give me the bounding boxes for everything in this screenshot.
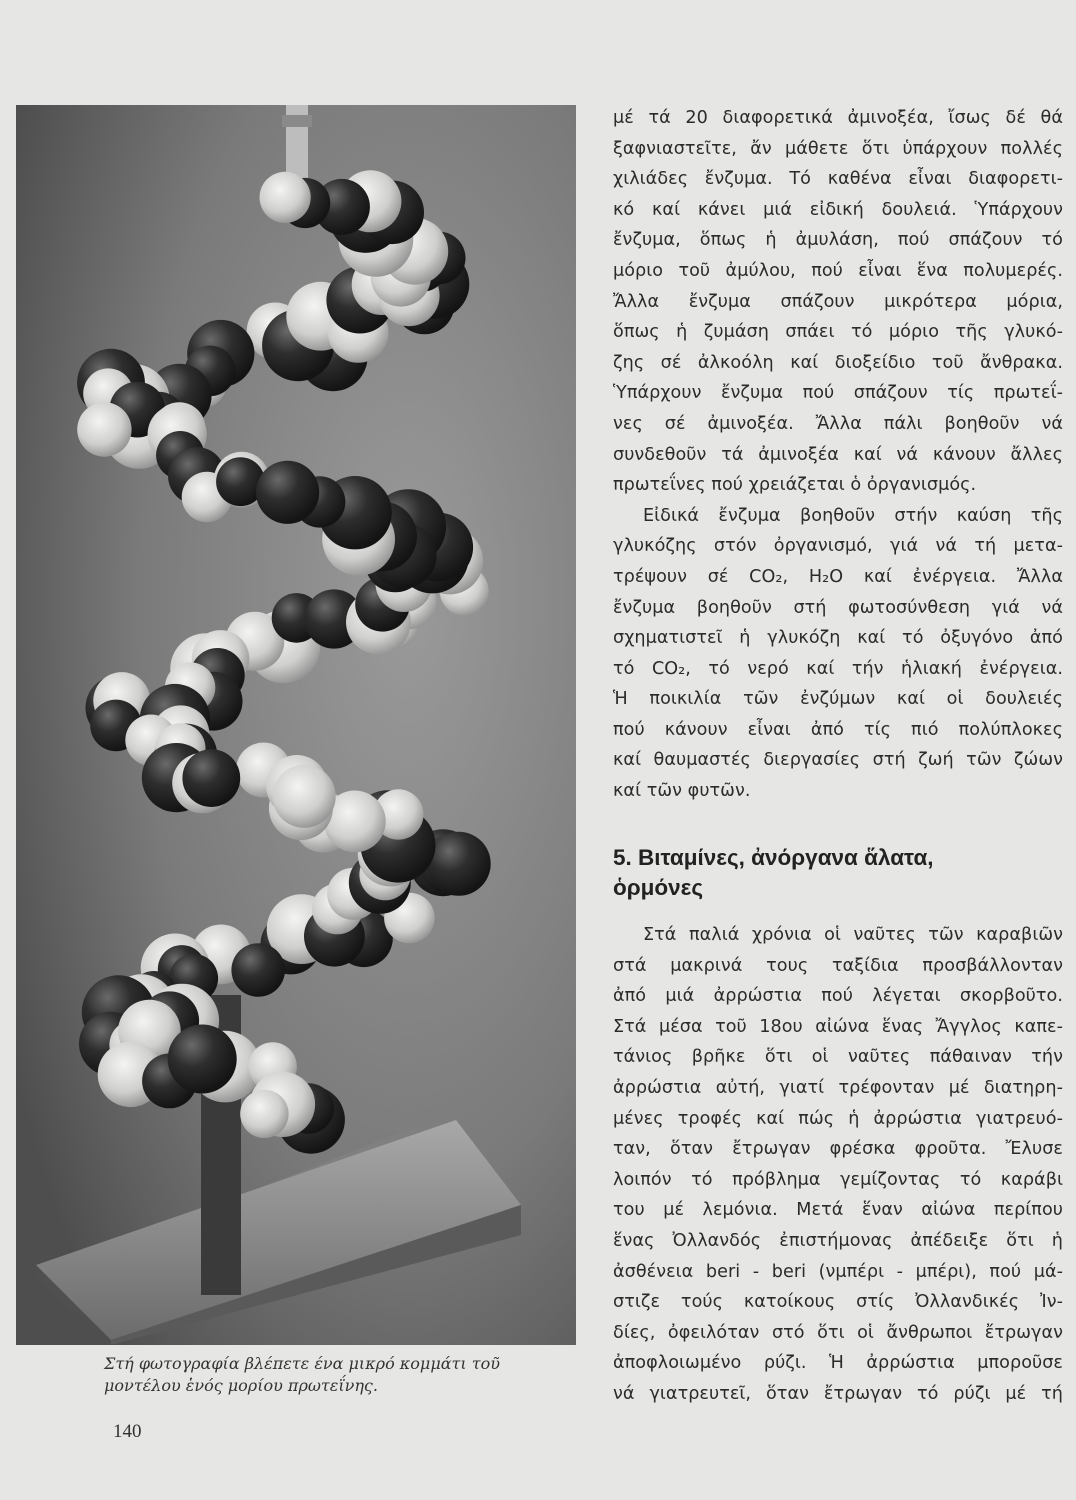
text-line: στιζε τούς κατοίκους στίς Ὀλλανδικές Ἰν- (613, 1292, 1063, 1313)
text-line: Εἰδικά ἔνζυμα βοηθοῦν στήν καύση τῆς (643, 505, 1063, 526)
text-line: ξαφνιαστεῖτε, ἄν μάθετε ὅτι ὑπάρχουν πολλές (613, 138, 1063, 159)
text-line: καί τῶν φυτῶν. (613, 781, 751, 802)
model-sphere (77, 402, 131, 456)
text-line: ἀρρώστια αὐτή, γιατί τρέφονταν μέ διατηρη- (613, 1077, 1063, 1098)
model-sphere (427, 832, 491, 896)
text-line: Στά μέσα τοῦ 18ου αἰώνα ἕνας Ἄγγλος καπε- (613, 1016, 1063, 1037)
text-line: γλυκόζης στόν ὀργανισμό, γιά νά τή μετα- (613, 536, 1063, 557)
model-sphere (260, 172, 311, 223)
text-line: νά γιατρευτεῖ, ὅταν ἔτρωγαν τό ρύζι μέ τή (613, 1383, 1063, 1404)
text-line: ἔνζυμα βοηθοῦν στή φωτοσύνθεση γιά νά (613, 597, 1063, 618)
text-line: συνδεθοῦν τά ἀμινοξέα καί νά κάνουν ἄλλες (613, 444, 1063, 465)
text-line: χιλιάδες ἔνζυμα. Τό καθένα εἶναι διαφορετι- (613, 169, 1063, 190)
section-heading-line: ὁρμόνες (613, 875, 704, 900)
text-line: ἀσθένεια beri - beri (νμπέρι - μπέρι), πού μά- (613, 1261, 1063, 1282)
text-line: ἔνζυμα, ὅπως ἡ ἀμυλάση, πού σπάζουν τό (613, 230, 1063, 251)
text-line: Στά παλιά χρόνια οἱ ναῦτες τῶν καραβιῶν (643, 925, 1063, 945)
text-column-top (613, 103, 1063, 807)
model-sphere (256, 461, 319, 524)
text-line: στά μακρινά τους ταξίδια προσβάλλονταν (613, 955, 1063, 976)
text-line: μόριο τοῦ ἀμύλου, πού εἶναι ἕνα πολυμερές. (613, 260, 1063, 281)
text-line: του μέ λεμόνια. Μετά ἕναν αἰώνα περίπου (613, 1200, 1063, 1221)
figure-caption (104, 1353, 564, 1397)
text-line: μέ τά 20 διαφορετικά ἀμινοξέα, ἴσως δέ θά (613, 108, 1063, 128)
text-line: ταν, ὅταν ἔτρωγαν φρέσκα φροῦτα. Ἔλυσε (613, 1139, 1063, 1160)
text-line: Ἄλλα ἔνζυμα σπάζουν μικρότερα μόρια, (613, 291, 1063, 312)
text-line: μένες τροφές καί πώς ἡ ἀρρώστια γιατρευό- (613, 1108, 1063, 1129)
model-sphere (273, 765, 336, 828)
text-line: πού κάνουν εἶναι ἀπό τίς πιό πολύπλοκες (613, 719, 1063, 740)
text-line: πρωτεΐνες πού χρειάζεται ὁ ὀργανισμός. (613, 475, 977, 496)
protein-model-illustration (16, 105, 576, 1345)
text-line: ἀπό μιά ἀρρώστια πού λέγεται σκορβοῦτο. (613, 986, 1063, 1007)
model-sphere (168, 1025, 237, 1094)
text-line: Ὑπάρχουν ἔνζυμα πού σπάζουν τίς πρωτεΐ- (613, 383, 1063, 404)
text-line: λοιπόν τό πρόβλημα γεμίζοντας τό καράβι (613, 1169, 1063, 1190)
model-sphere (182, 749, 240, 807)
caption-line: Στή φωτογραφία βλέπετε ένα μικρό κομμάτι τοῦ (104, 1354, 500, 1373)
text-line: τάνιος βρῆκε ὅτι οἱ ναῦτες πάθαιναν τήν (613, 1047, 1063, 1068)
model-sphere (231, 943, 285, 997)
text-line: καί θαυμαστές διεργασίες στή ζωή τῶν ζώων (613, 750, 1063, 771)
page-number: 140 (113, 1421, 142, 1442)
text-line: Ἡ ποικιλία τῶν ἐνζύμων καί οἱ δουλειές (613, 689, 1063, 710)
text-line: δίες, ὀφειλόταν στό ὅτι οἱ ἄνθρωποι ἔτρωγαν (613, 1322, 1063, 1343)
section-heading-line: 5. Βιταμίνες, ἀνόργανα ἅλατα, (613, 845, 934, 870)
text-line: νες σέ ἀμινοξέα. Ἄλλα πάλι βοηθοῦν νά (613, 413, 1063, 434)
text-column-bottom (613, 920, 1063, 1410)
text-line: ζης σέ ἀλκοόλη καί διοξείδιο τοῦ ἄνθρακα. (613, 352, 1063, 373)
protein-model-photo (16, 105, 576, 1345)
text-line: ὅπως ἡ ζυμάση σπάει τό μόριο τῆς γλυκό- (613, 322, 1063, 343)
text-line: ἕνας Ὀλλανδός ἐπιστήμονας ἀπέδειξε ὅτι ἡ (613, 1230, 1063, 1251)
model-sphere (240, 1090, 288, 1138)
text-line: ἀποφλοιωμένο ρύζι. Ἡ ἀρρώστια μποροῦσε (613, 1353, 1063, 1374)
text-line: τρέψουν σέ CO₂, H₂O καί ἐνέργεια. Ἄλλα (613, 566, 1063, 587)
section-heading (613, 843, 1063, 903)
text-line: τό CO₂, τό νερό καί τήν ἡλιακή ἐνέργεια. (613, 658, 1063, 679)
caption-line: μοντέλου ἑνός μορίου πρωτεΐνης. (104, 1376, 378, 1395)
text-line: κό καί κάνει μιά εἰδική δουλειά. Ὑπάρχουν (613, 199, 1063, 220)
text-line: σχηματιστεῖ ἡ γλυκόζη καί τό ὀξυγόνο ἀπό (613, 628, 1063, 649)
